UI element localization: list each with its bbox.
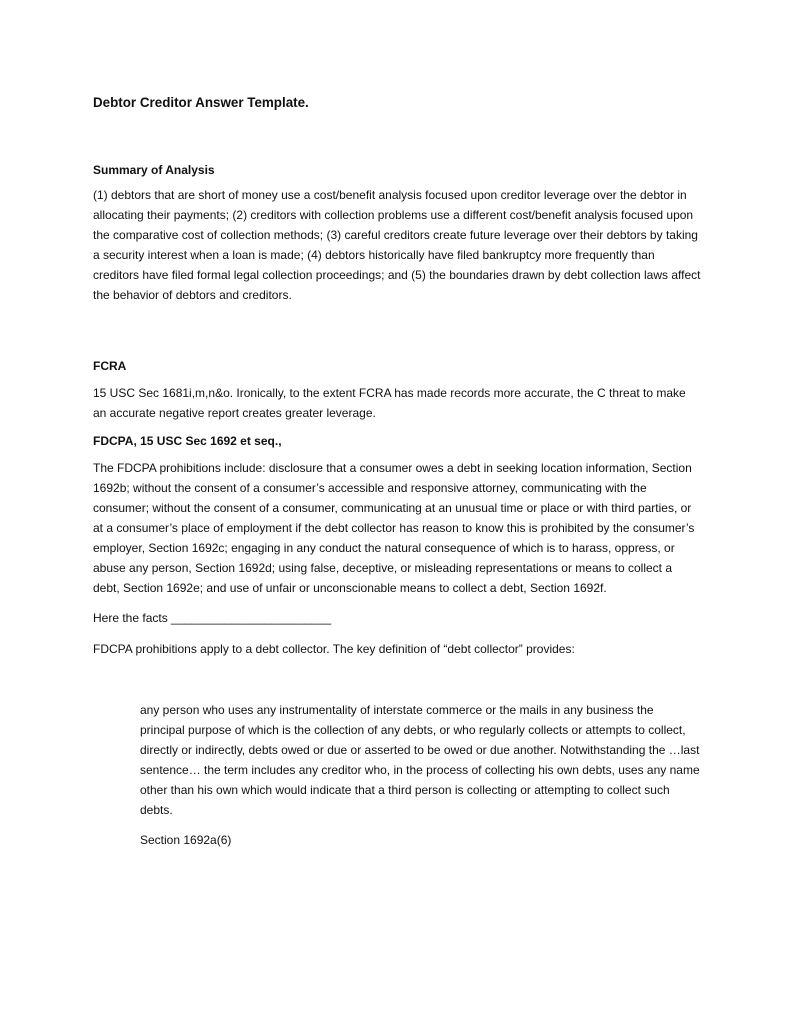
debt-collector-definition-quote: any person who uses any instrumentality of interstate commerce or the mails in any business the principal purpose of which is the collection of any debts, or who regularly collects or attempts to collect, directly or indirectly, debts owed or due or asserted to be owed or due another. Notwithstanding the …last sentence… the term includes any creditor who, in the process of collecting his own debts, uses any name other than his own which would indicate that a third person is collecting or attempting to collect such debts. — [140, 703, 700, 817]
fdcpa-prohibitions-paragraph: The FDCPA prohibitions include: disclosure that a consumer owes a debt in seeking location information, Section 1692b; without the consent of a consumer’s accessible and responsive attorney, communicating with the consumer; without the consent of a consumer, communicating at an unusual time or place or with third parties, or at a consumer’s place of employment if the debt collector has reason to know this is prohibited by the consumer’s employer, Section 1692c; engaging in any conduct the natural consequence of which is to harass, oppress, or abuse any person, Section 1692d; using false, deceptive, or misleading representations or means to collect a debt, Section 1692e; and use of unfair or unconscionable means to collect a debt, Section 1692f. — [93, 461, 695, 595]
document-title: Debtor Creditor Answer Template. — [93, 95, 309, 110]
definition-citation: Section 1692a(6) — [140, 833, 232, 847]
summary-heading: Summary of Analysis — [93, 163, 215, 177]
fdcpa-heading: FDCPA, 15 USC Sec 1692 et seq., — [93, 434, 282, 448]
fcra-heading: FCRA — [93, 359, 127, 373]
definition-intro: FDCPA prohibitions apply to a debt collector. The key definition of “debt collector” provides: — [93, 642, 575, 656]
summary-paragraph: (1) debtors that are short of money use a cost/benefit analysis focused upon creditor leverage over the debtor in allocating their payments; (2) creditors with collection problems use a different cost/benefit analysis focused upon the comparative cost of collection methods; (3) careful creditors create future leverage over their debtors by taking a security interest when a loan is made; (4) debtors historically have filed bankruptcy more frequently than creditors have filed formal legal collection proceedings; and (5) the boundaries drawn by debt collection laws affect the behavior of debtors and creditors. — [93, 188, 701, 302]
document-body — [93, 94, 701, 848]
fcra-paragraph: 15 USC Sec 1681i,m,n&o. Ironically, to the extent FCRA has made records more accurate, the C threat to make an accurate negative report creates greater leverage. — [93, 386, 686, 420]
facts-line: Here the facts ________________________ — [93, 611, 332, 625]
